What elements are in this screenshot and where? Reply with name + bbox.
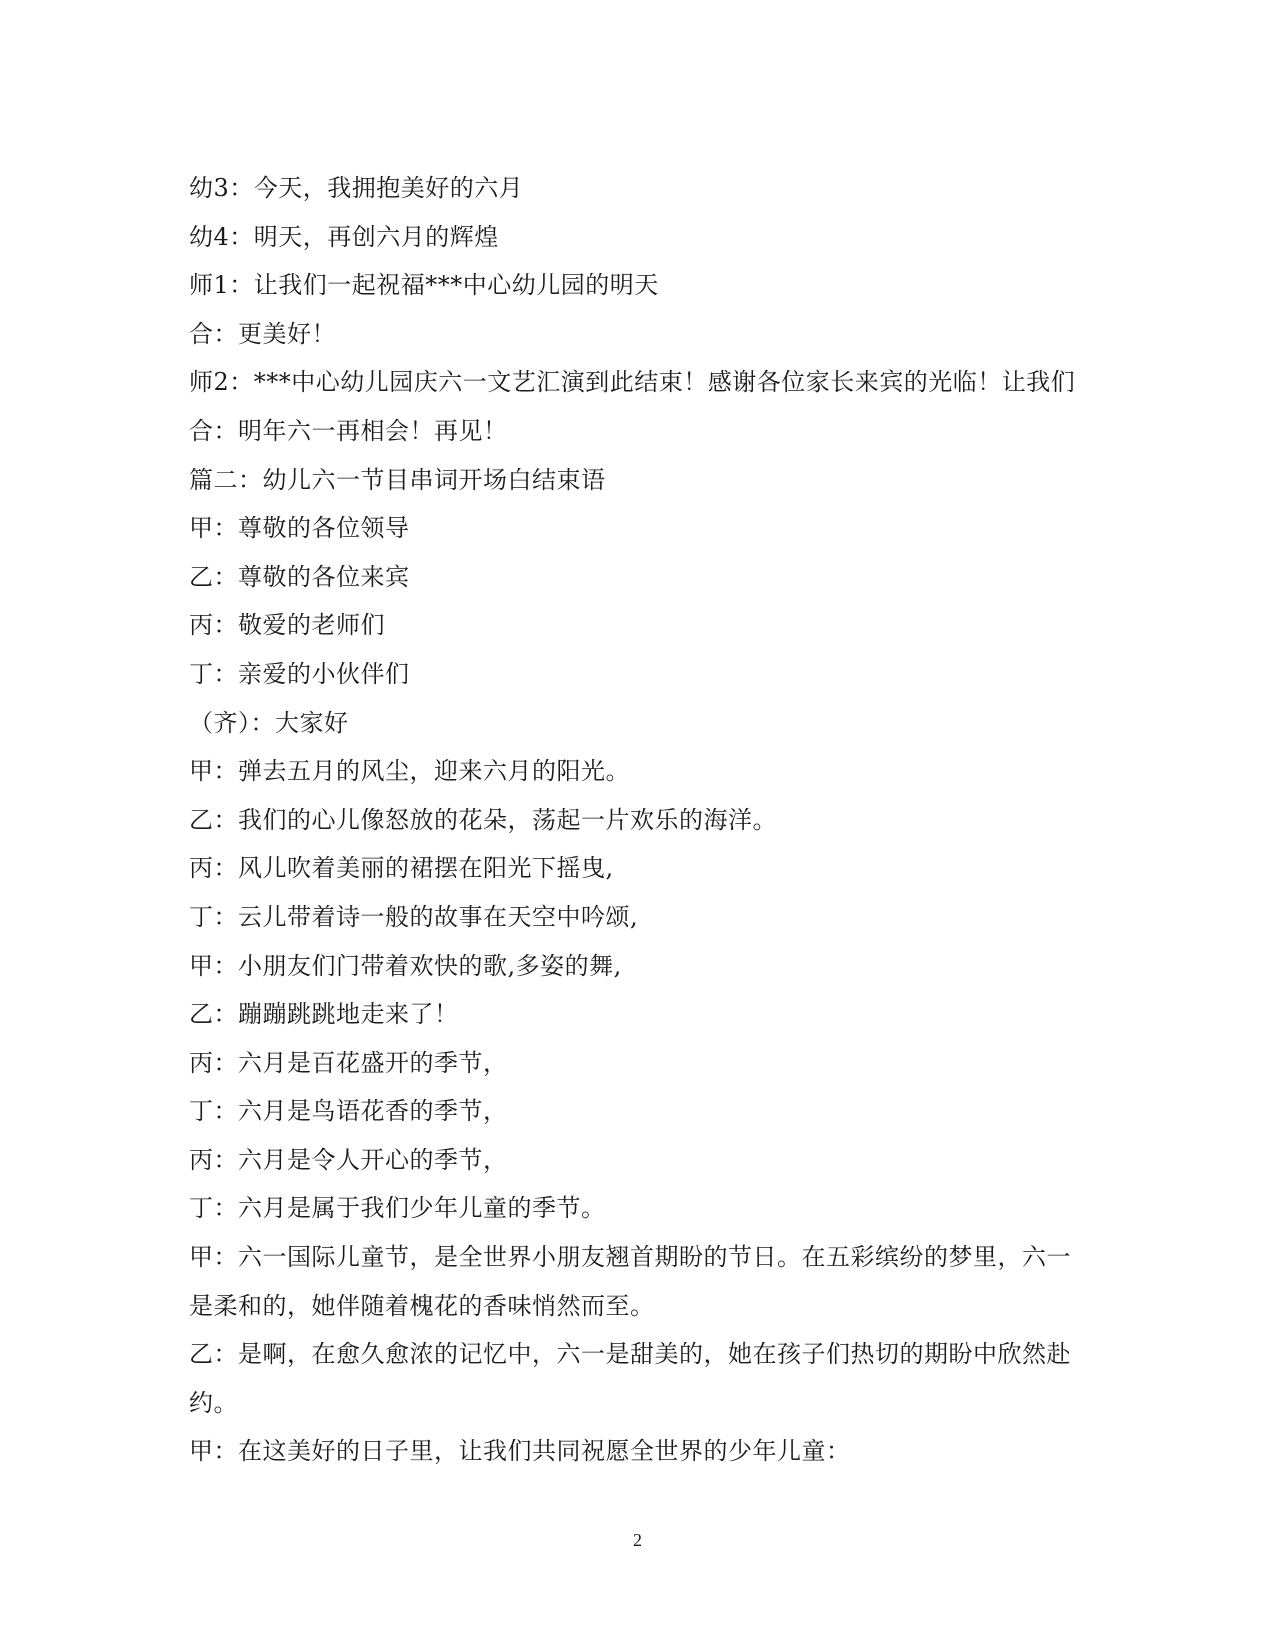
- document-body: [189, 164, 1089, 1476]
- text-line: 丁：六月是属于我们少年儿童的季节。: [189, 1194, 606, 1223]
- text-line: 是柔和的，她伴随着槐花的香味悄然而至。: [189, 1291, 655, 1320]
- text-line: 甲：弹去五月的风尘，迎来六月的阳光。: [189, 757, 630, 786]
- text-line: 约。: [189, 1388, 238, 1417]
- text-line: 甲：尊敬的各位领导: [189, 514, 410, 543]
- text-line: 合：明年六一再相会！再见！: [189, 416, 508, 445]
- text-line: 幼4：明天，再创六月的辉煌: [189, 222, 499, 251]
- text-line: 乙：尊敬的各位来宾: [189, 562, 410, 591]
- text-line: 丙：六月是令人开心的季节，: [189, 1145, 508, 1174]
- text-line: 乙：是啊，在愈久愈浓的记忆中，六一是甜美的，她在孩子们热切的期盼中欣然赴: [189, 1340, 1071, 1369]
- text-line: 丙：敬爱的老师们: [189, 611, 385, 640]
- text-line: 丁：六月是鸟语花香的季节，: [189, 1097, 508, 1126]
- text-line: 幼3：今天，我拥抱美好的六月: [189, 174, 524, 202]
- text-line: 乙：蹦蹦跳跳地走来了！: [189, 1000, 459, 1029]
- text-line: 丁：亲爱的小伙伴们: [189, 659, 410, 688]
- text-line: 师2：***中心幼儿园庆六一文艺汇演到此结束！感谢各位家长来宾的光临！让我们: [189, 368, 1076, 397]
- text-line: 丙：风儿吹着美丽的裙摆在阳光下摇曳,: [189, 854, 614, 883]
- text-line: 乙：我们的心儿像怒放的花朵，荡起一片欢乐的海洋。: [189, 805, 777, 834]
- text-line: 甲：六一国际儿童节，是全世界小朋友翘首期盼的节日。在五彩缤纷的梦里，六一: [189, 1243, 1071, 1272]
- text-line: 甲：小朋友们门带着欢快的歌,多姿的舞,: [189, 951, 622, 980]
- text-line: 丙：六月是百花盛开的季节，: [189, 1048, 508, 1077]
- page-number: 2: [633, 1530, 642, 1550]
- text-line: （齐）：大家好: [189, 708, 349, 737]
- text-line: 甲：在这美好的日子里，让我们共同祝愿全世界的少年儿童：: [189, 1437, 851, 1466]
- text-line: 合：更美好！: [189, 319, 336, 348]
- text-line: 师1：让我们一起祝福***中心幼儿园的明天: [189, 271, 659, 300]
- text-line: 丁：云儿带着诗一般的故事在天空中吟颂,: [189, 902, 639, 931]
- section-heading: 篇二：幼儿六一节目串词开场白结束语: [189, 465, 606, 494]
